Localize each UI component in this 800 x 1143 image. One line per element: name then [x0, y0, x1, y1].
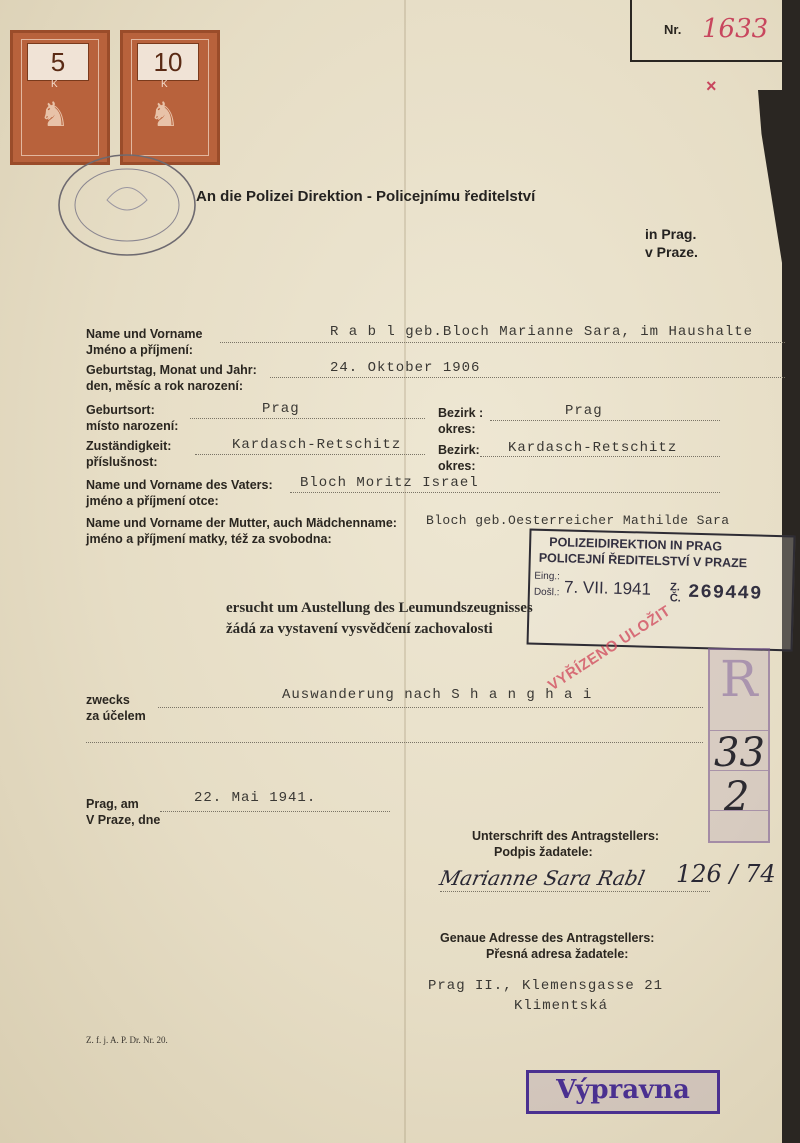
signature-extra: 126 / 74 — [676, 860, 776, 888]
addressee-city-de: in Prag. — [645, 226, 697, 242]
father-value: Bloch Moritz Israel — [300, 475, 479, 491]
father-label-de: Name und Vorname des Vaters: — [86, 478, 273, 492]
revenue-stamp-value: 5 — [27, 43, 89, 81]
receipt-stamp-eing: Eing.: — [534, 570, 561, 583]
tally-number-1: 33 — [714, 730, 765, 776]
number-value: 1633 — [702, 14, 769, 44]
address-line2: Klimentská — [514, 998, 609, 1014]
signature-label-de: Unterschrift des Antragstellers: — [472, 829, 660, 843]
purpose-dotted-line-2 — [86, 742, 703, 743]
number-box — [630, 0, 800, 62]
tally-letter: R — [720, 650, 758, 708]
lion-emblem-icon: ♞ — [149, 96, 180, 134]
receipt-stamp-line1: POLIZEIDIREKTION IN PRAG — [549, 535, 723, 554]
dispatch-stamp-text: Výpravna — [556, 1075, 690, 1105]
father-label-cs: jméno a příjmení otce: — [86, 494, 219, 508]
revenue-stamp-5 — [10, 30, 110, 165]
name-value: R a b l geb.Bloch Marianne Sara, im Haushalte — [330, 324, 754, 340]
father-dotted-line — [290, 492, 720, 493]
birthdate-dotted-line — [270, 377, 785, 378]
revenue-stamp-10 — [120, 30, 220, 165]
red-cross-mark: × — [706, 76, 717, 96]
district1-value: Prag — [565, 403, 603, 419]
receipt-stamp-zc: Z. Č. — [669, 581, 681, 605]
request-text-de: ersucht um Austellung des Leumundszeugnisses — [226, 600, 533, 616]
footer-code: Z. f. j. A. P. Dr. Nr. 20. — [86, 1035, 168, 1045]
lion-emblem-icon: ♞ — [39, 96, 70, 134]
revenue-stamp-currency: K — [161, 79, 168, 90]
domicile-value: Kardasch-Retschitz — [232, 437, 402, 453]
place-date-label-cs: V Praze, dne — [86, 813, 161, 827]
purpose-value: Auswanderung nach S h a n g h a i — [282, 687, 593, 703]
district2-dotted-line — [480, 456, 720, 457]
district2-value: Kardasch-Retschitz — [508, 440, 678, 456]
request-text-cs: žádá za vystavení vysvědčení zachovalosti — [226, 621, 493, 637]
birthdate-label-de: Geburtstag, Monat und Jahr: — [86, 363, 257, 377]
domicile-label-cs: příslušnost: — [86, 455, 158, 469]
mother-value: Bloch geb.Oesterreicher Mathilde Sara — [426, 513, 730, 528]
signature-dotted-line — [440, 891, 710, 892]
mother-label-cs: jméno a příjmení matky, též za svobodna: — [86, 532, 332, 546]
district1-label-cs: okres: — [438, 422, 476, 436]
revenue-stamp-currency: K — [51, 79, 58, 90]
name-label-de: Name und Vorname — [86, 327, 203, 341]
address-line1: Prag II., Klemensgasse 21 — [428, 978, 664, 994]
signature-label-cs: Podpis žadatele: — [494, 845, 593, 859]
dispatch-stamp — [526, 1070, 720, 1114]
domicile-label-de: Zuständigkeit: — [86, 439, 172, 453]
birthplace-value: Prag — [262, 401, 300, 417]
purpose-label-cs: za účelem — [86, 709, 146, 723]
district2-label-de: Bezirk: — [438, 443, 480, 457]
domicile-dotted-line — [195, 454, 425, 455]
place-date-value: 22. Mai 1941. — [194, 790, 317, 806]
tally-stamp — [708, 648, 770, 843]
birthdate-value: 24. Oktober 1906 — [330, 360, 481, 376]
receipt-stamp-date: 7. VII. 1941 — [563, 577, 652, 599]
birthplace-label-cs: místo narození: — [86, 419, 179, 433]
purpose-dotted-line-1 — [158, 707, 703, 708]
district1-label-de: Bezirk : — [438, 406, 484, 420]
address-label-de: Genaue Adresse des Antragstellers: — [440, 931, 655, 945]
red-stamp: VYŘÍZENO ULOŽIT — [545, 602, 674, 695]
name-label-cs: Jméno a příjmení: — [86, 343, 193, 357]
purpose-label-de: zwecks — [86, 693, 130, 707]
district2-label-cs: okres: — [438, 459, 476, 473]
place-date-label-de: Prag, am — [86, 797, 139, 811]
signature-value: Marianne Sara Rabl — [437, 866, 647, 890]
name-dotted-line — [220, 342, 785, 343]
number-label: Nr. — [664, 22, 682, 37]
fold-line — [404, 0, 406, 1143]
round-seal-icon — [55, 150, 200, 260]
receipt-stamp-dosl: Došl.: — [533, 586, 560, 599]
address-label-cs: Přesná adresa žadatele: — [486, 947, 629, 961]
birthplace-dotted-line — [190, 418, 425, 419]
tally-number-2: 2 — [724, 774, 750, 820]
addressee-line: An die Polizei Direktion - Policejnímu ředitelství — [196, 188, 536, 205]
birthplace-label-de: Geburtsort: — [86, 403, 155, 417]
addressee-city-cs: v Praze. — [645, 244, 698, 260]
birthdate-label-cs: den, měsíc a rok narození: — [86, 379, 243, 393]
place-date-dotted-line — [160, 811, 390, 812]
receipt-stamp — [527, 529, 796, 652]
revenue-stamp-value: 10 — [137, 43, 199, 81]
receipt-stamp-number: 269449 — [687, 580, 763, 605]
mother-label-de: Name und Vorname der Mutter, auch Mädchenname: — [86, 516, 397, 530]
district1-dotted-line — [490, 420, 720, 421]
receipt-stamp-line2: POLICEJNÍ ŘEDITELSTVÍ V PRAZE — [538, 550, 748, 571]
